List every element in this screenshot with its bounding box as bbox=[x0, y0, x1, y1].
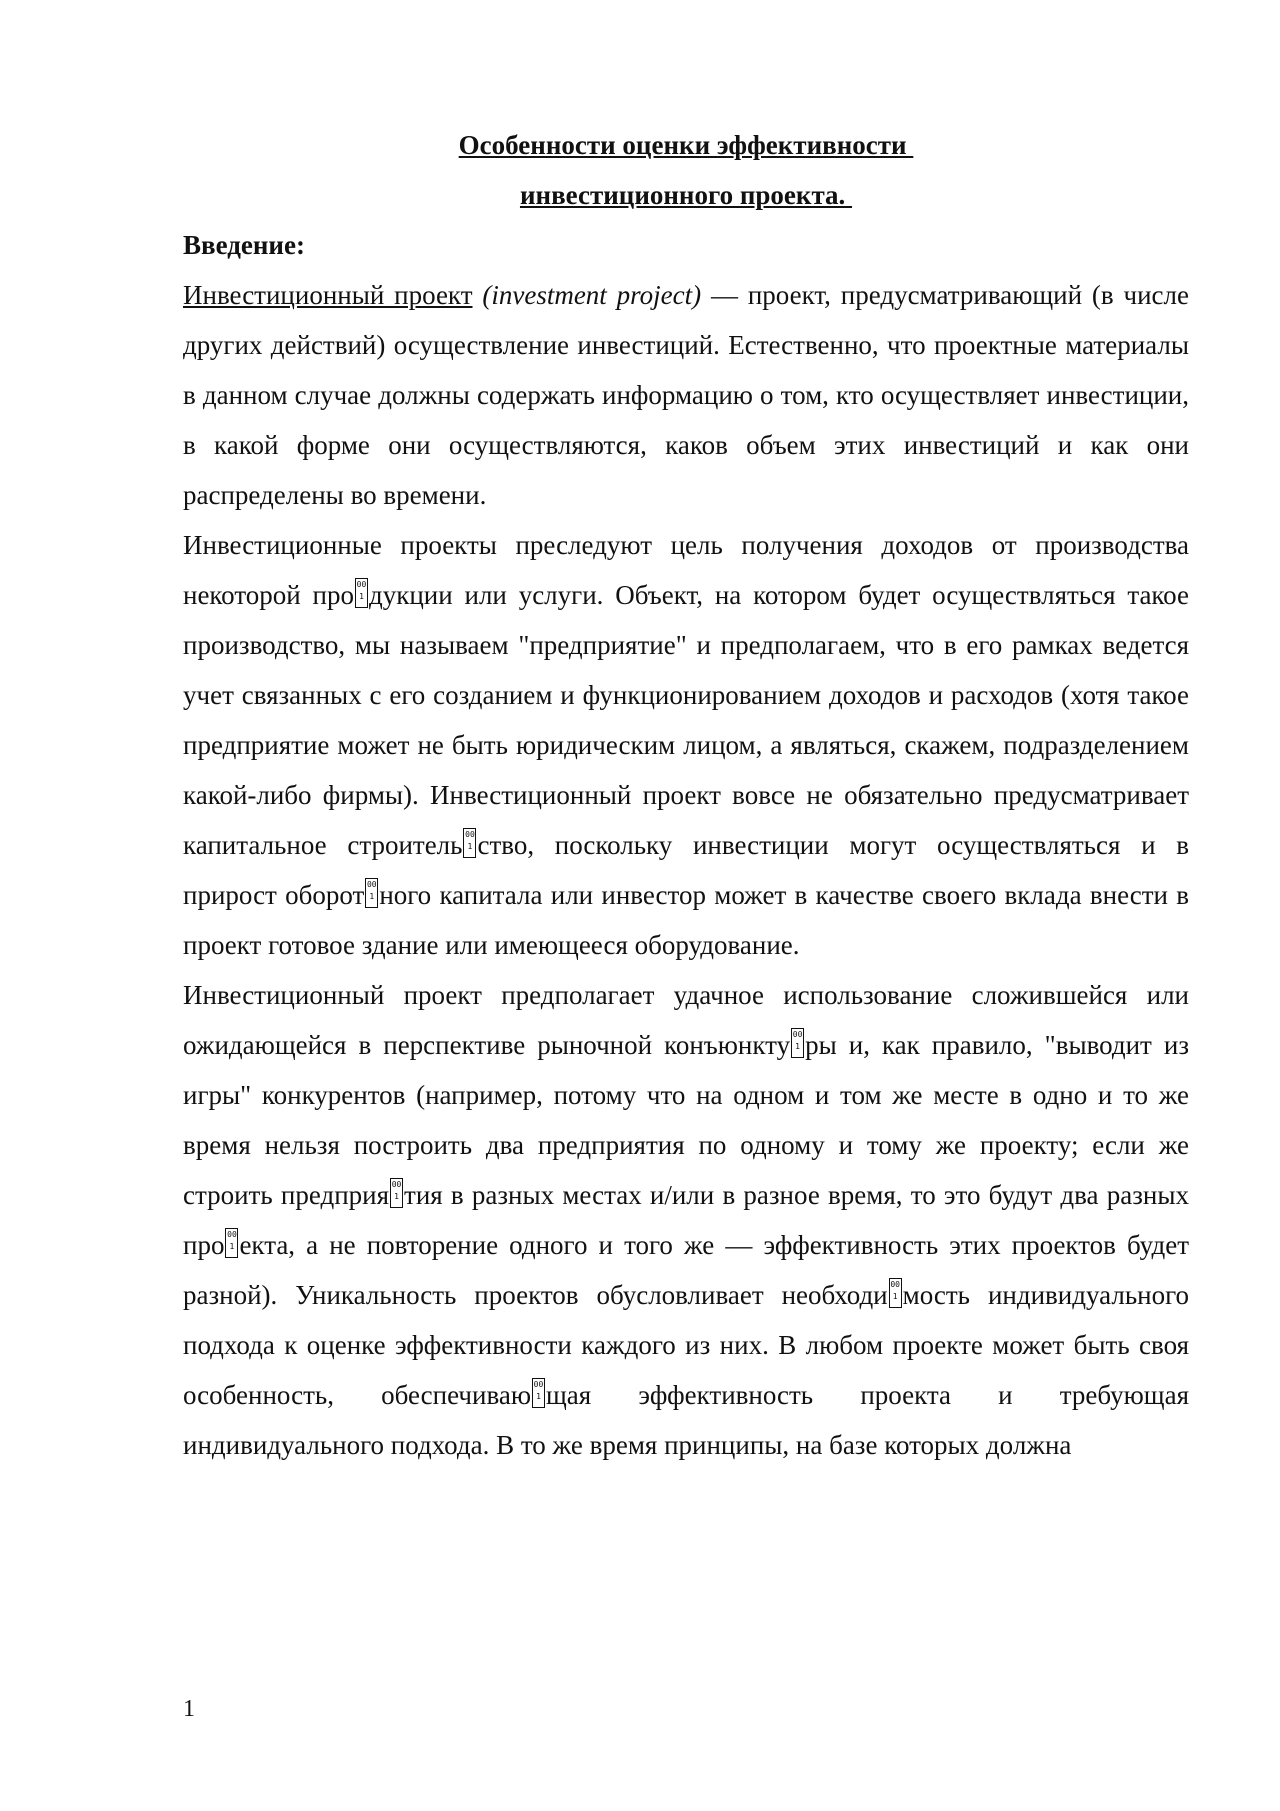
title-line-1: Особенности оценки эффективности bbox=[458, 130, 914, 160]
paragraph-1-text: — проект, предусматривающий (в числе других действий) осуществление инвестиций. Естественно, что проектные материалы в данном случае должны содержать информацию о том, кто осуществляет инвестиции, в какой форме они осуществляются, каков объем этих инвестиций и как они распределены во времени. bbox=[183, 280, 1189, 510]
paragraph-3: Инвестиционный проект предполагает удачное использование сложившейся или ожидающейся в перспективе рыночной конъюнкту 00 1 ры и, как правило, "выводит из игры" конкурентов (например, потому что на одном и том же месте в одно и то же время нельзя построить два предприятия по одному и тому же проекту; если же строить предприя 00 1 тия в разных местах и/или в разное время, то это будут два разных про 00 1 екта, а не повторение одного и того же — эффективность этих проектов будет разной). Уникальность проектов обусловливает необходи 00 1 мость индивидуального подхода к оценке эффективности каждого из них. В любом проекте может быть своя особенность, обеспечиваю 00 1 щая эффективность проекта и требующая индивидуального подхода. В то же время принципы, на базе которых должна bbox=[183, 980, 1189, 1460]
term-investment-project: Инвестиционный проект bbox=[183, 280, 473, 310]
missing-glyph-icon: 00 1 bbox=[889, 1278, 902, 1308]
paragraph-1 bbox=[183, 270, 1189, 520]
section-heading: Введение: bbox=[183, 230, 305, 260]
page-number: 1 bbox=[183, 1696, 195, 1722]
missing-glyph-icon: 00 1 bbox=[390, 1178, 403, 1208]
missing-glyph-icon: 00 1 bbox=[463, 828, 476, 858]
missing-glyph-icon: 00 1 bbox=[225, 1228, 238, 1258]
missing-glyph-icon: 00 1 bbox=[355, 578, 368, 608]
missing-glyph-icon: 00 1 bbox=[791, 1028, 804, 1058]
document-body bbox=[183, 120, 1189, 1470]
title-line-2: инвестиционного проекта. bbox=[519, 180, 853, 210]
term-english: (investment project) bbox=[482, 280, 702, 310]
missing-glyph-icon: 00 1 bbox=[532, 1378, 545, 1408]
paragraph-2: Инвестиционные проекты преследуют цель получения доходов от производства некоторой про 00 1 дукции или услуги. Объект, на котором будет осуществляться такое производство, мы называем "предприятие" и предполагаем, что в его рамках ведется учет связанных с его созданием и функционированием доходов и расходов (хотя такое предприятие может не быть юридическим лицом, а являться, скажем, подразделением какой-либо фирмы). Инвестиционный проект вовсе не обязательно предусматривает капитальное строитель 00 1 ство, поскольку инвестиции могут осуществляться и в прирост оборот 00 1 ного капитала или инвестор может в качестве своего вклада внести в проект готовое здание или имеющееся оборудование. bbox=[183, 530, 1189, 960]
missing-glyph-icon: 00 1 bbox=[365, 878, 378, 908]
